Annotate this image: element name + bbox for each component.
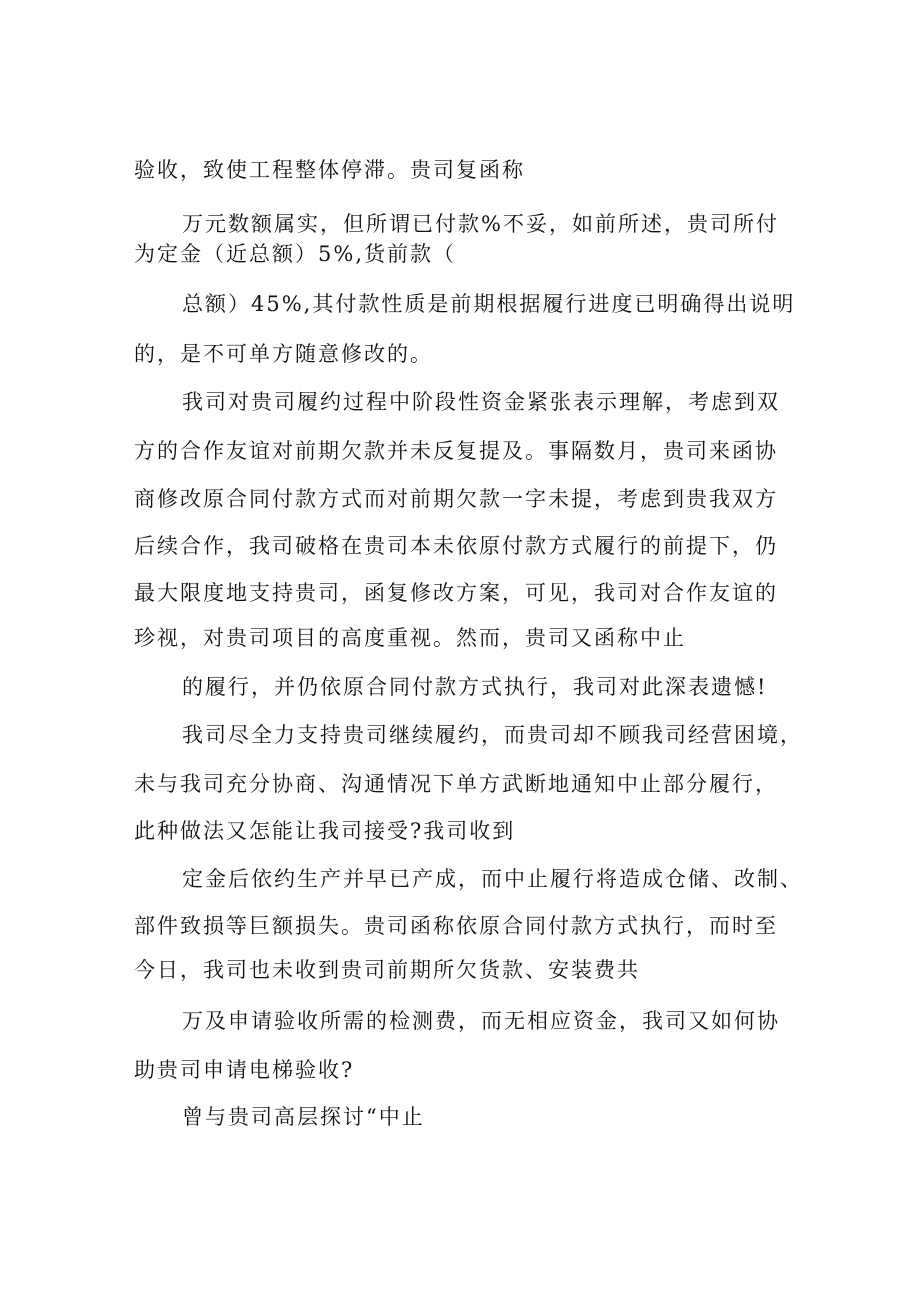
text-line-14: 未与我司充分协商、沟通情况下单方武断地通知中止部分履行， xyxy=(134,772,778,796)
text-line-16: 定金后依约生产并早已产成，而中止履行将造成仓储、改制、 xyxy=(182,867,803,891)
text-line-21: 曾与贵司高层探讨“中止 xyxy=(182,1105,425,1129)
text-line-19: 万及申请验收所需的检测费，而无相应资金，我司又如何协 xyxy=(182,1009,780,1033)
text-line-9: 后续合作，我司破格在贵司本未依原付款方式履行的前提下，仍 xyxy=(134,534,778,558)
text-line-7: 方的合作友谊对前期欠款并未反复提及。事隔数月，贵司来函协 xyxy=(134,439,778,463)
text-line-8: 商修改原合同付款方式而对前期欠款一字未提，考虑到贵我双方 xyxy=(134,487,778,511)
text-line-10: 最大限度地支持贵司，函复修改方案，可见，我司对合作友谊的 xyxy=(134,581,778,605)
text-line-18: 今日，我司也未收到贵司前期所欠货款、安装费共 xyxy=(134,958,640,982)
text-line-2: 万元数额属实，但所谓已付款%不妥，如前所述，贵司所付 xyxy=(182,212,779,236)
text-line-5: 的，是不可单方随意修改的。 xyxy=(134,342,433,366)
text-line-6: 我司对贵司履约过程中阶段性资金紧张表示理解，考虑到双 xyxy=(182,390,780,414)
text-line-13: 我司尽全力支持贵司继续履约，而贵司却不顾我司经营困境， xyxy=(182,723,803,747)
text-line-20: 助贵司申请电梯验收? xyxy=(134,1058,355,1082)
text-line-12: 的履行，并仍依原合同付款方式执行，我司对此深表遗憾! xyxy=(182,675,768,699)
text-line-17: 部件致损等巨额损失。贵司函称依原合同付款方式执行，而时至 xyxy=(134,914,778,938)
text-line-15: 此种做法又怎能让我司接受?我司收到 xyxy=(134,819,516,843)
text-line-1: 验收，致使工程整体停滞。贵司复函称 xyxy=(134,158,525,182)
text-line-4: 总额）45%,其付款性质是前期根据履行进度已明确得出说明 xyxy=(182,292,796,316)
text-line-3: 为定金（近总额）5%,货前款（ xyxy=(134,242,456,266)
text-line-11: 珍视，对贵司项目的高度重视。然而，贵司又函称中止 xyxy=(134,626,686,650)
